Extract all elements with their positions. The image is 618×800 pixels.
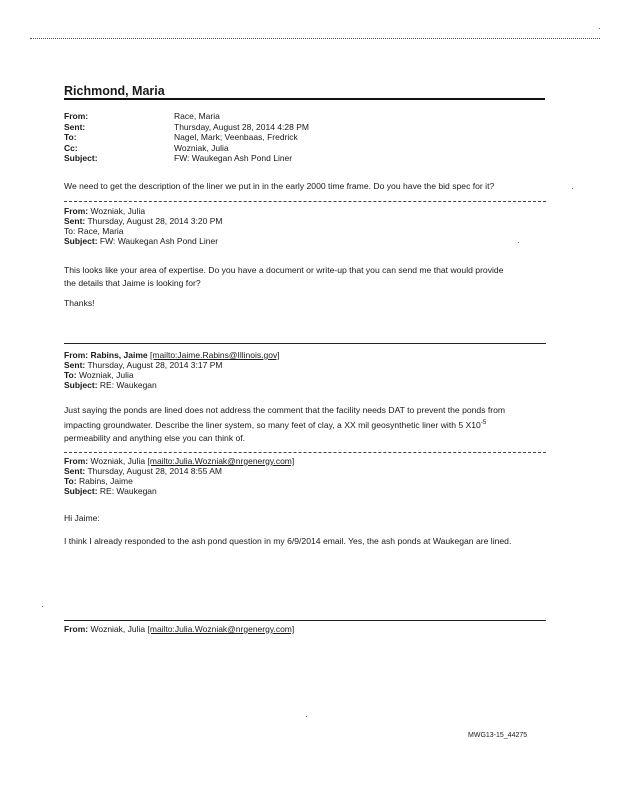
msg3-body [64,404,549,445]
from-value: Rabins, Jaime [90,350,148,360]
msg4-header [64,456,294,496]
scan-speck: · [517,238,520,247]
subject-label: Subject: [64,486,98,496]
scan-speck: · [571,184,574,193]
meta-label: Sent: [64,121,86,132]
subject-value: RE: Waukegan [99,380,157,390]
header-rule [64,98,545,100]
to-label: To: [64,370,77,380]
top-email-meta [64,111,309,164]
to-value: Rabins, Jaime [78,476,133,486]
scan-artifact-line [30,38,600,39]
meta-label: From: [64,111,89,121]
meta-value: Race, Maria [174,111,220,121]
msg2-signoff: Thanks! [64,298,95,308]
meta-value: FW: Waukegan Ash Pond Liner [174,153,293,163]
meta-value: Wozniak, Julia [174,142,229,153]
scan-speck: · [305,712,308,721]
to-value: Race, Maria [77,226,124,236]
sent-value: Thursday, August 28, 2014 3:17 PM [87,360,223,370]
to-label: To: [64,226,76,236]
msg2-body-line: the details that Jaime is looking for? [64,278,201,288]
subject-label: Subject: [64,380,98,390]
msg2-header [64,206,222,246]
meta-label: To: [64,132,77,142]
from-value: Wozniak, Julia [90,456,146,466]
meta-from-row [64,111,309,122]
from-label: From: [64,624,89,634]
sent-value: Thursday, August 28, 2014 8:55 AM [87,466,222,476]
scan-speck: · [41,602,44,611]
from-email-link[interactable]: [mailto:Julia.Wozniak@nrgenergy.com] [147,456,295,466]
subject-label: Subject: [64,236,98,246]
from-email-link[interactable]: [mailto:Jaime.Rabins@Illinois.gov] [150,350,280,360]
msg3-body-line [64,417,549,432]
meta-value: Nagel, Mark; Veenbaas, Fredrick [174,132,298,142]
msg3-body-line: Just saying the ponds are lined does not address the comment that the facility needs DAT to prevent the ponds from [64,405,506,415]
from-value: Wozniak, Julia [90,206,146,216]
sent-label: Sent: [64,216,86,226]
bates-number: MWG13-15_44275 [468,732,528,739]
msg4-body: I think I already responded to the ash pond question in my 6/9/2014 email. Yes, the ash ponds at Waukegan are lined. [64,536,512,546]
msg5-header [64,624,294,634]
exponent: -5 [480,420,487,426]
sent-label: Sent: [64,466,86,476]
from-value: Wozniak, Julia [90,624,146,634]
meta-cc-row [64,143,309,154]
from-email-link[interactable]: [mailto:Julia.Wozniak@nrgenergy.com] [147,624,295,634]
subject-value: FW: Waukegan Ash Pond Liner [99,236,219,246]
meta-value: Thursday, August 28, 2014 4:28 PM [174,121,309,132]
msg3-body-text: impacting groundwater. Describe the liner system, so many feet of clay, a XX mil geosynthetic liner with 5 X10 [64,419,481,430]
from-label: From: [64,206,89,216]
meta-label: Subject: [64,153,98,163]
meta-sent-row [64,122,309,133]
message-separator [64,620,546,621]
subject-value: RE: Waukegan [99,486,157,496]
mailbox-owner-name: Richmond, Maria [64,84,165,98]
message-separator [64,452,546,453]
to-label: To: [64,476,77,486]
message-separator [64,343,546,344]
meta-subject-row [64,153,309,164]
msg4-greeting: Hi Jaime: [64,513,100,523]
sent-label: Sent: [64,360,86,370]
msg1-body: We need to get the description of the liner we put in in the early 2000 time frame. Do you have the bid spec for it? [64,181,495,191]
message-separator [64,201,546,202]
msg3-header [64,350,280,390]
sent-value: Thursday, August 28, 2014 3:20 PM [87,216,223,226]
from-label: From: [64,350,89,360]
from-label: From: [64,456,89,466]
to-value: Wozniak, Julia [78,370,134,380]
msg2-body-line: This looks like your area of expertise. Do you have a document or write-up that you can send me that would provide [64,265,504,275]
scan-speck: · [598,24,601,33]
msg3-body-line: permeability and anything else you can think of. [64,432,246,443]
msg2-body [64,264,549,290]
meta-to-row [64,132,309,143]
meta-label: Cc: [64,142,78,153]
